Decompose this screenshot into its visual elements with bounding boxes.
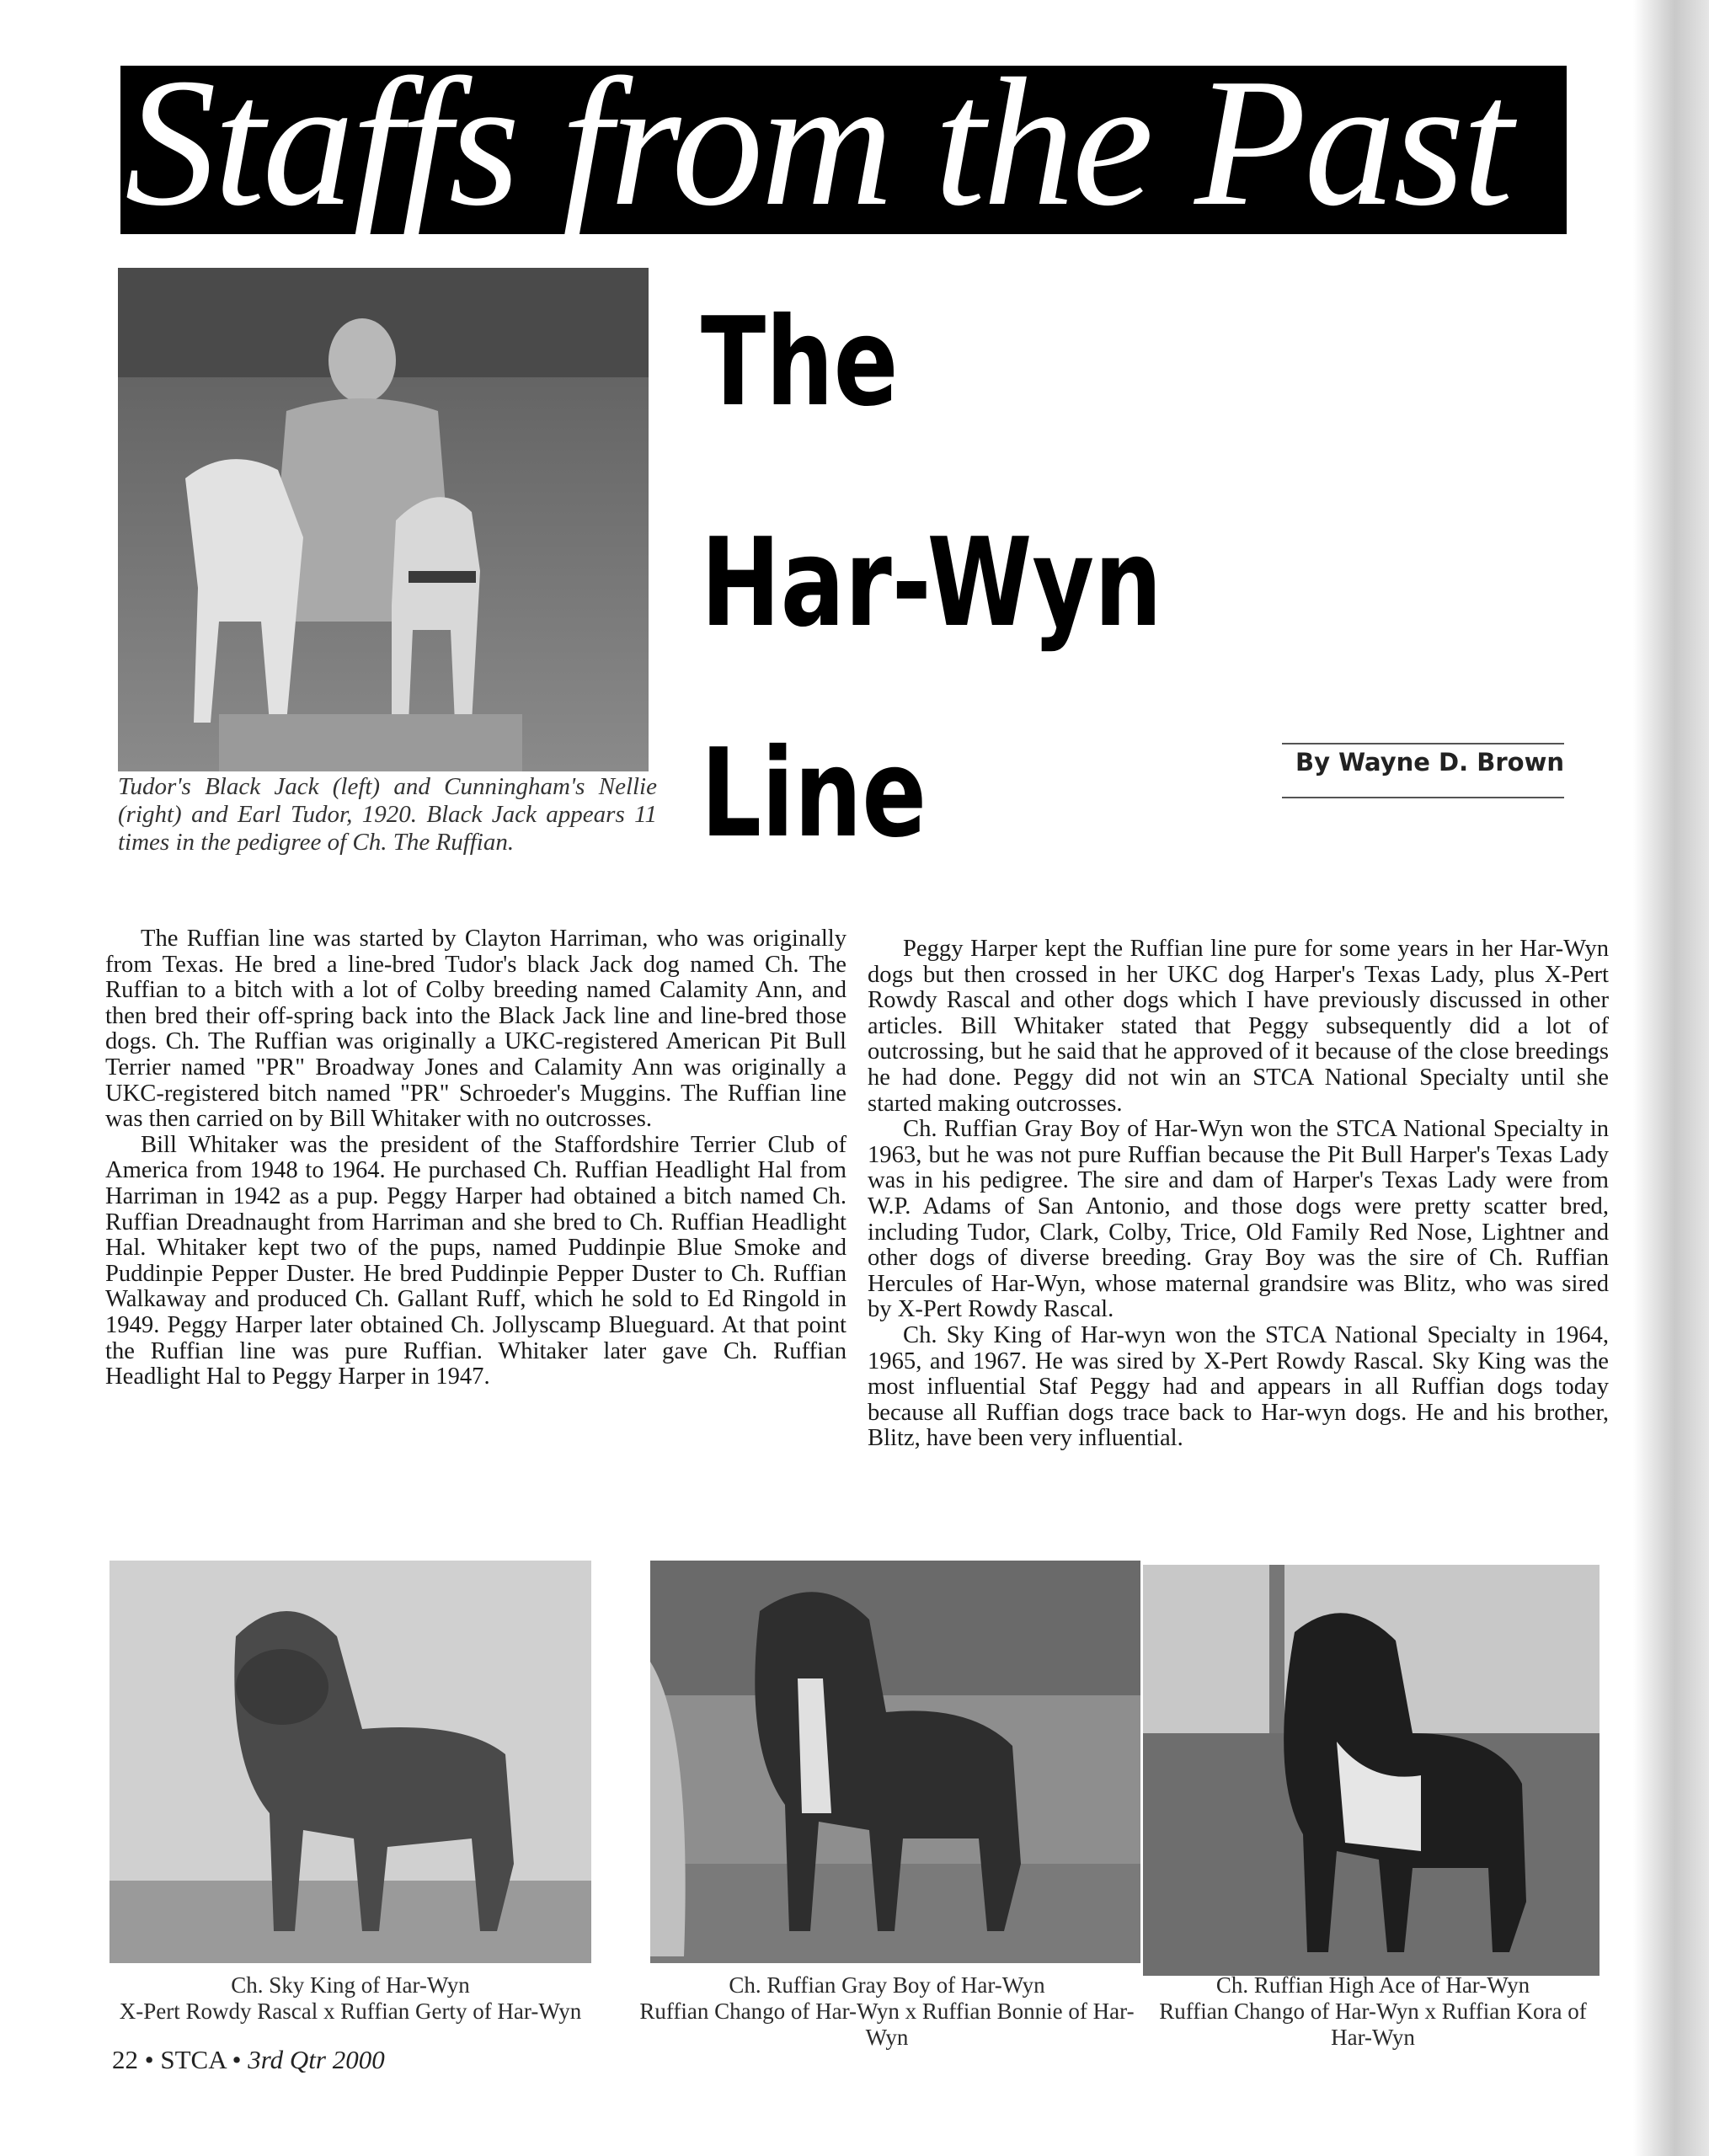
headline-line-2: Har-Wyn [701, 512, 1162, 654]
article-left-column [105, 926, 846, 1390]
paragraph: Peggy Harper kept the Ruffian line pure for some years in her Har-Wyn dogs but then crossed in her UKC dog Harper's Texas Lady, plus X-Pert Rowdy Rascal and other dogs which I have previously discussed in other articles. Bill Whitaker stated that Peggy subsequently did a lot of outcrossing, but he said that he approved of it because of the close breedings he had done. Peggy did not win an STCA National Specialty until she started making outcrosses. [868, 936, 1609, 1117]
folio-separator: • [144, 2045, 154, 2074]
issue-date: 3rd Qtr 2000 [248, 2045, 385, 2074]
photo-caption-gray-boy [625, 1972, 1149, 2051]
paragraph: Bill Whitaker was the president of the Staffordshire Terrier Club of America from 1948 to 1964. He purchased Ch. Ruffian Headlight Hal from Harriman in 1942 as a pup. Peggy Harper had obtained a bitch named Ch. Ruffian Dreadnaught from Harriman and she bred to Ch. Ruffian Headlight Hal. Whitaker kept two of the pups, named Puddinpie Blue Smoke and Puddinpie Pepper Duster. He bred Puddinpie Pepper Duster to Ch. Ruffian Walkaway and produced Ch. Gallant Ruff, which he sold to Ed Ringold in 1949. Peggy Harper later obtained Ch. Jollyscamp Blueguard. At that point the Ruffian line was pure Ruffian. Whitaker later gave Ch. Ruffian Headlight Hal to Peggy Harper in 1947. [105, 1131, 846, 1390]
photo-caption-pedigree: Ruffian Chango of Har-Wyn x Ruffian Kora of Har-Wyn [1159, 1999, 1587, 2050]
top-photo [118, 268, 649, 771]
folio-separator: • [232, 2045, 242, 2074]
paragraph: Ch. Ruffian Gray Boy of Har-Wyn won the STCA National Specialty in 1963, but he was not pure Ruffian because the Pit Bull Harper's Texas Lady was in his pedigree. The sire and dam of Harper's Texas Lady were from W.P. Adams of San Antonio, and those dogs were pretty scatter bred, including Tudor, Clark, Colby, Trice, Old Family Red Nose, Lightner and other dogs of diverse breeding. Gray Boy was the sire of Ch. Ruffian Hercules of Har-Wyn, whose maternal grandsire was Blitz, who was sired by X-Pert Rowdy Rascal. [868, 1116, 1609, 1323]
top-photo-caption: Tudor's Black Jack (left) and Cunningham's Nellie (right) and Earl Tudor, 1920. Black Jack appears 11 times in the pedigree of Ch. The Ruffian. [118, 773, 657, 856]
photo-caption-pedigree: Ruffian Chango of Har-Wyn x Ruffian Bonnie of Har-Wyn [639, 1999, 1135, 2050]
byline-rule-top [1282, 743, 1564, 744]
headline-line-3: Line [701, 723, 927, 865]
byline: By Wayne D. Brown [1295, 748, 1564, 776]
byline-rule-bottom [1282, 797, 1564, 798]
paragraph: The Ruffian line was started by Clayton Harriman, who was originally from Texas. He bred a line-bred Tudor's black Jack dog named Ch. The Ruffian to a bitch with a lot of Colby breeding named Calamity Ann, and then bred their off-spring back into the Black Jack line and line-bred those dogs. Ch. The Ruffian was originally a UKC-registered American Pit Bull Terrier named "PR" Broadway Jones and Calamity Ann was originally a UKC-registered bitch named "PR" Schroeder's Muggins. The Ruffian line was then carried on by Bill Whitaker with no outcrosses. [105, 926, 846, 1133]
article-right-column [868, 937, 1609, 1452]
photo-gray-boy [650, 1561, 1140, 1963]
photo-caption-name: Ch. Ruffian High Ace of Har-Wyn [1215, 1972, 1530, 1998]
page-edge-shadow [1633, 0, 1709, 2156]
photo-caption-name: Ch. Ruffian Gray Boy of Har-Wyn [729, 1972, 1045, 1998]
photo-caption-pedigree: X-Pert Rowdy Rascal x Ruffian Gerty of Har-Wyn [119, 1999, 582, 2024]
page-folio [112, 2045, 385, 2075]
headline-line-1: The [701, 291, 899, 434]
photo-sky-king [109, 1561, 591, 1963]
photo-caption-name: Ch. Sky King of Har-Wyn [231, 1972, 470, 1998]
paragraph: Ch. Sky King of Har-wyn won the STCA National Specialty in 1964, 1965, and 1967. He was sired by X-Pert Rowdy Rascal. Sky King was the most influential Staf Peggy had and appears in all Ruffian dogs today because all Ruffian dogs trace back to Har-wyn dogs. He and his brother, Blitz, have been very influential. [868, 1321, 1609, 1452]
page-number: 22 [112, 2045, 138, 2074]
photo-caption-high-ace [1146, 1972, 1600, 2051]
publication-name: STCA [160, 2045, 226, 2074]
photo-caption-sky-king [84, 1972, 617, 2025]
photo-high-ace [1143, 1565, 1600, 1976]
banner-title: Staffs from the Past [125, 41, 1511, 244]
